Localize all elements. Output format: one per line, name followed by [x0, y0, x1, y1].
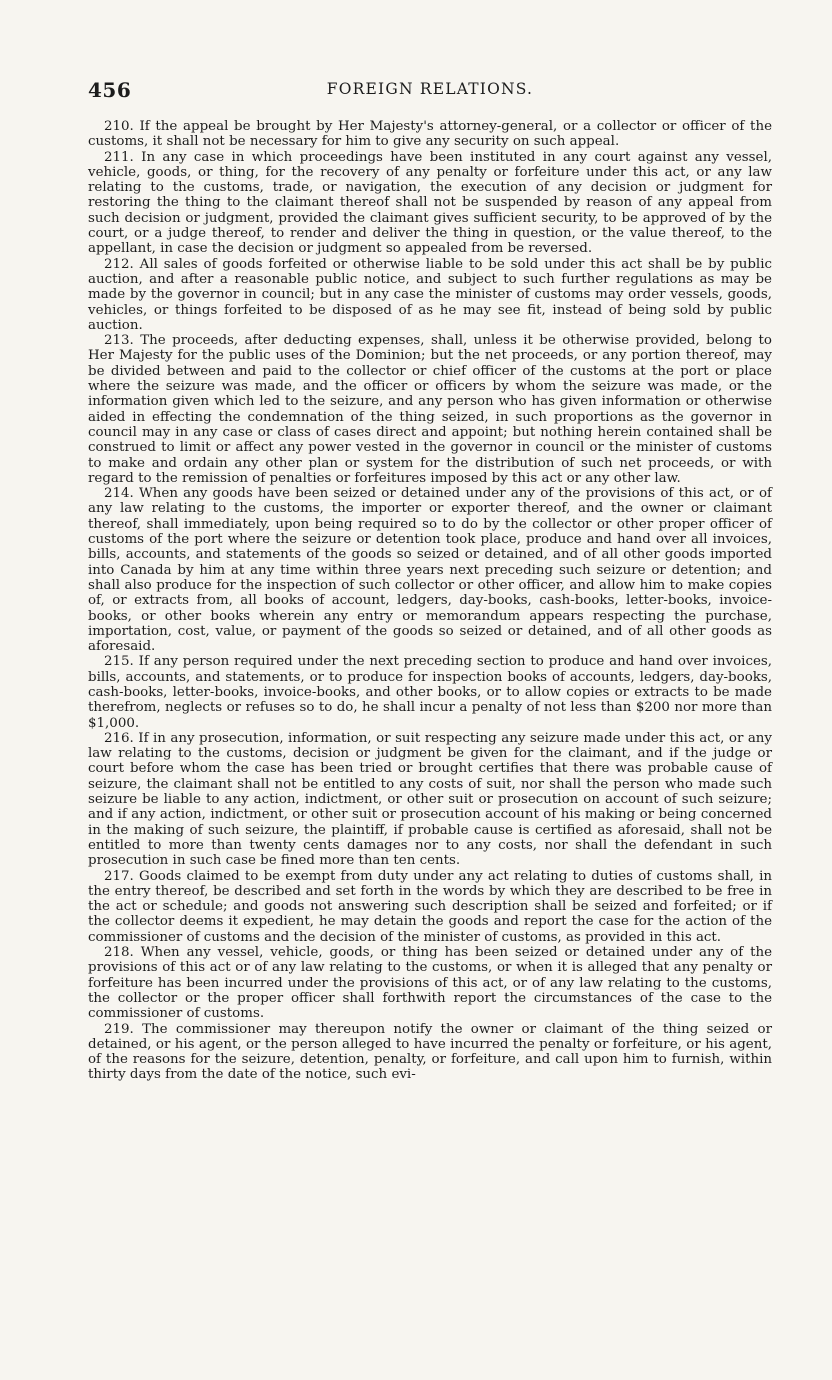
section-214: 214. When any goods have been seized or detained under any of the provisions of this act, or of any law relating to the customs, the importer or exporter thereof, and the owner or claimant thereof, shall immediately, upon being required so to do by the collector or other proper officer of customs of the port where the seizure or detention took place, produce and hand over all invoices, bills, accounts, and statements of the goods so seized or detained, and of all other goods imported into Canada by him at any time within three years next preceding such seizure or detention; and shall also produce for the inspection of such collector or other officer, and allow him to make copies of, or extracts from, all books of account, ledgers, day-books, cash-books, letter-books, invoice-books, or other books wherein any entry or memorandum appears respecting the purchase, importation, cost, value, or payment of the goods so seized or detained, and of all other goods as aforesaid.: [88, 486, 772, 655]
section-216: 216. If in any prosecution, information, or suit respecting any seizure made under this act, or any law relating to the customs, decision or judgment be given for the claimant, and if the judge or court before whom the case has been tried or brought certifies that there was probable cause of seizure, the claimant shall not be entitled to any costs of suit, nor shall the person who made such seizure be liable to any action, indictment, or other suit or prosecution on account of such seizure; and if any action, indictment, or other suit or prosecution account of his making or being concerned in the making of such seizure, the plaintiff, if probable cause is certified as aforesaid, shall not be entitled to more than twenty cents damages nor to any costs, nor shall the defendant in such prosecution in such case be fined more than ten cents.: [88, 730, 772, 869]
page-header: [88, 78, 772, 104]
body-text: [88, 119, 772, 1083]
section-218: 218. When any vessel, vehicle, goods, or thing has been seized or detained under any of the provisions of this act or of any law relating to the customs, or when it is alleged that any penalty or forfeiture has been incurred under the provisions of this act, or of any law relating to the customs, the collector or the proper officer shall forthwith report the circumstances of the case to the commissioner of customs.: [88, 945, 772, 1022]
section-219: 219. The commissioner may thereupon notify the owner or claimant of the thing seized or detained, or his agent, or the person alleged to have incurred the penalty or forfeiture, or his agent, of the reasons for the seizure, detention, penalty, or forfeiture, and call upon him to furnish, within thirty days from the date of the notice, such evi-: [88, 1021, 772, 1083]
section-211: 211. In any case in which proceedings have been instituted in any court against any vessel, vehicle, goods, or thing, for the recovery of any penalty or forfeiture under this act, or any law relating to the customs, trade, or navigation, the execution of any decision or judgment for restoring the thing to the claimant thereof shall not be suspended by reason of any appeal from such decision or judgment, provided the claimant gives sufficient security, to be approved of by the court, or a judge thereof, to render and deliver the thing in question, or the value thereof, to the appellant, in case the decision or judgment so appealed from be reversed.: [88, 149, 772, 257]
section-210: 210. If the appeal be brought by Her Majesty's attorney-general, or a collector or officer of the customs, it shall not be necessary for him to give any security on such appeal.: [88, 119, 772, 150]
section-213: 213. The proceeds, after deducting expenses, shall, unless it be otherwise provided, belong to Her Majesty for the public uses of the Dominion; but the net proceeds, or any portion thereof, may be divided between and paid to the collector or chief officer of the customs at the port or place where the seizure was made, and the officer or officers by whom the seizure was made, or the information given which led to the seizure, and any person who has given information or otherwise aided in effecting the condemnation of the thing seized, in such proportions as the governor in council may in any case or class of cases direct and appoint; but nothing herein contained shall be construed to limit or affect any power vested in the governor in council or the minister of customs to make and ordain any other plan or system for the distribution of such net proceeds, or with regard to the remission of penalties or forfeitures imposed by this act or any other law.: [88, 333, 772, 486]
section-217: 217. Goods claimed to be exempt from duty under any act relating to duties of customs shall, in the entry thereof, be described and set forth in the words by which they are described to be free in the act or schedule; and goods not answering such description shall be seized and forfeited; or if the collector deems it expedient, he may detain the goods and report the case for the action of the commissioner of customs and the decision of the minister of customs, as provided in this act.: [88, 868, 772, 945]
section-212: 212. All sales of goods forfeited or otherwise liable to be sold under this act shall be by public auction, and after a reasonable public notice, and subject to such further regulations as may be made by the governor in council; but in any case the minister of customs may order vessels, goods, vehicles, or things forfeited to be disposed of as he may see fit, instead of being sold by public auction.: [88, 256, 772, 333]
running-title: FOREIGN RELATIONS.: [326, 80, 534, 98]
page-number: 456: [88, 78, 132, 102]
section-215: 215. If any person required under the next preceding section to produce and hand over invoices, bills, accounts, and statements, or to produce for inspection books of accounts, ledgers, day-books, cash-books, letter-books, invoice-books, and other books, or to allow copies or extracts to be made therefrom, neglects or refuses so to do, he shall incur a penalty of not less than $200 nor more than $1,000.: [88, 654, 772, 731]
